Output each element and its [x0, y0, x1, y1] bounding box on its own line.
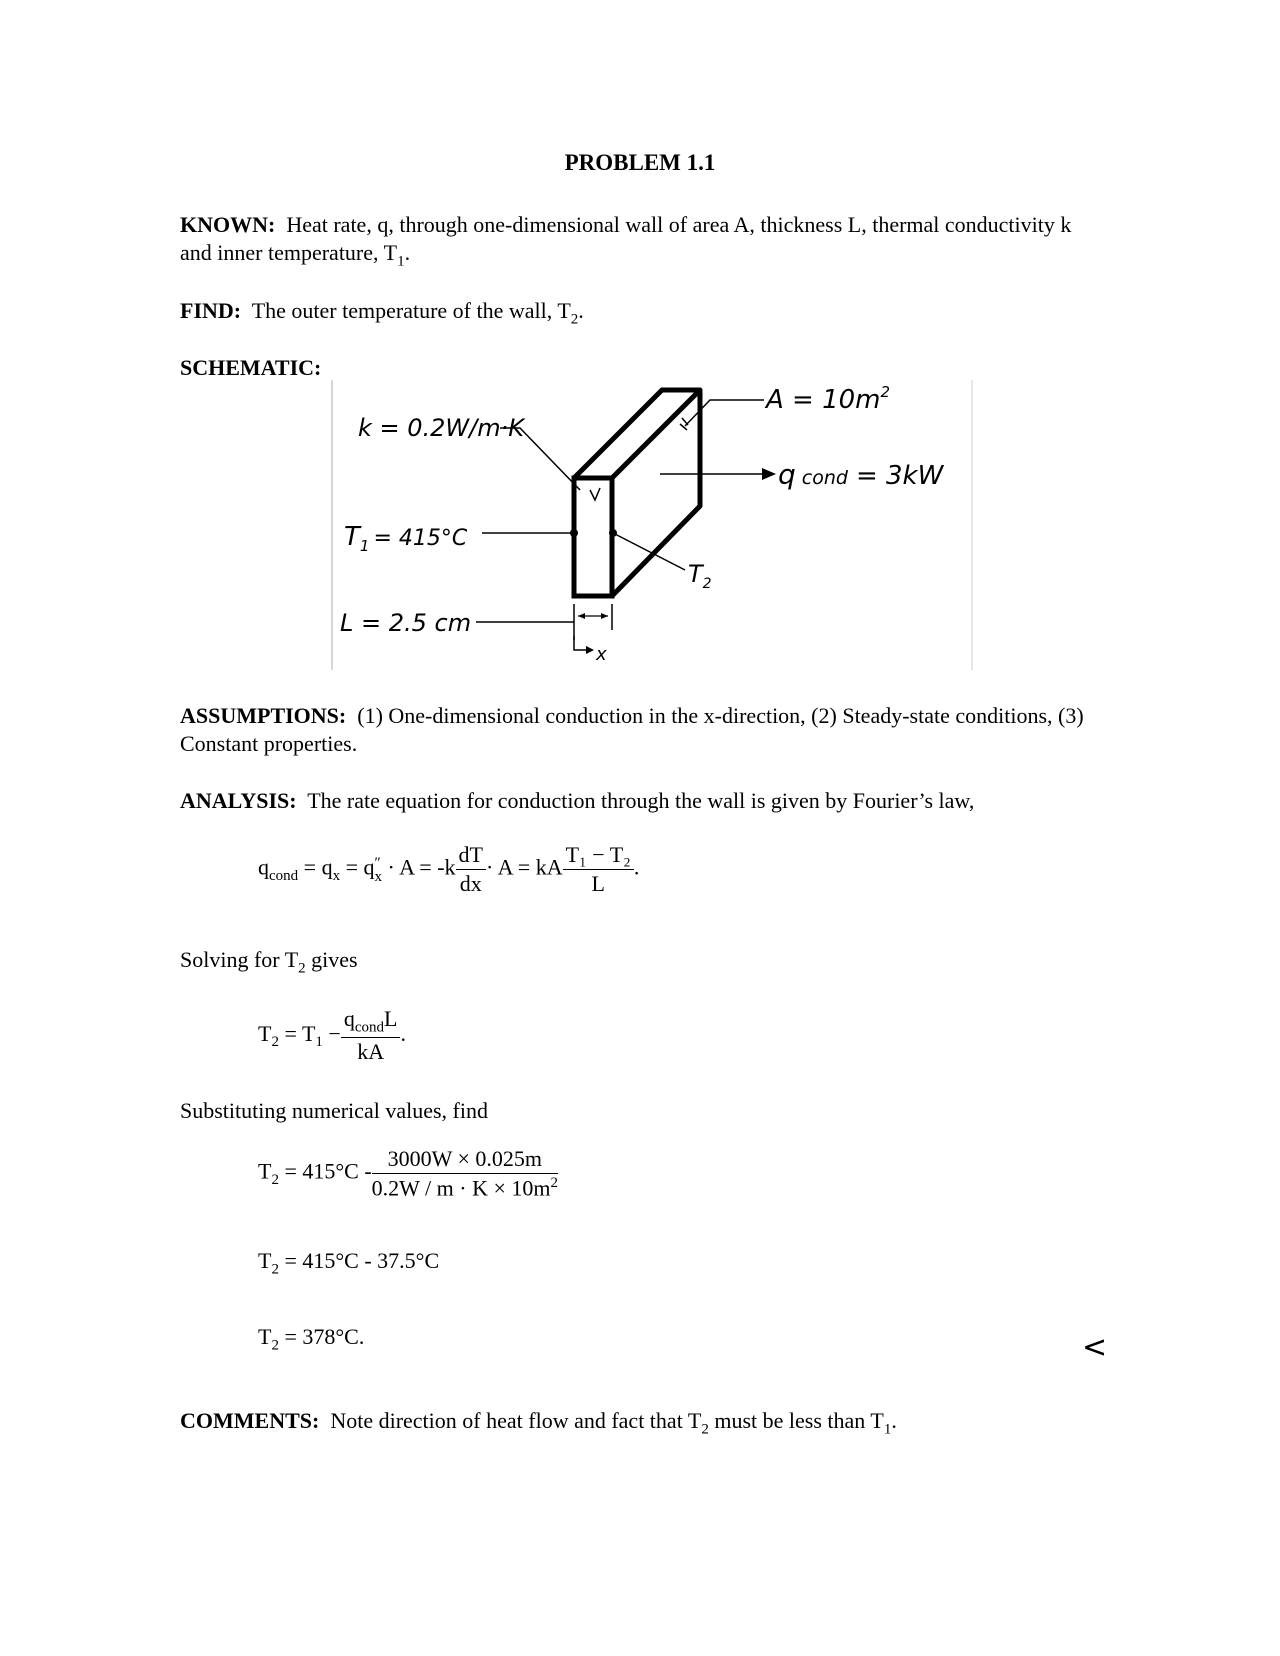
t2-label: $T_2$ [688, 560, 712, 592]
area-leader-tick [680, 418, 688, 430]
schematic-heading: SCHEMATIC: [180, 355, 322, 380]
eq5-rhs: = 378°C. [284, 1324, 365, 1349]
assumptions-section [180, 702, 1100, 758]
eq1-num-temp: T₁ − T₂ [563, 842, 634, 870]
eq1-num-dt: dT [456, 842, 486, 870]
area-label: $A = 10m^2$ [766, 383, 891, 415]
solving-end: gives [305, 947, 358, 972]
comments-sub2: 1 [883, 1421, 892, 1438]
numerical-substitution-equation [258, 1146, 558, 1201]
eq2-mid-sub: 1 [315, 1034, 323, 1051]
eq1-end: . [633, 854, 640, 880]
eq2-lhs: T [258, 1020, 272, 1046]
eq5-lhs: T [258, 1324, 272, 1349]
analysis-text: The rate equation for conduction through the wall is given by Fourier’s law, [307, 788, 975, 813]
eq1-q-sub: cond [269, 867, 299, 884]
eq3-fraction [372, 1146, 558, 1201]
eq5-lhs-sub: 2 [271, 1337, 279, 1354]
comments-sub1: 2 [701, 1421, 709, 1438]
eq4-rhs: = 415°C - 37.5°C [284, 1248, 440, 1273]
eq4-lhs-sub: 2 [271, 1261, 279, 1278]
final-result-equation [258, 1324, 364, 1354]
comments-section [180, 1407, 1100, 1443]
t2-leader-line [613, 533, 685, 570]
eq1-q: q [258, 854, 269, 880]
eq2-numerator [341, 1006, 401, 1038]
answer-mark: < [1082, 1330, 1108, 1365]
eq2-lhs-sub: 2 [271, 1034, 279, 1051]
fourier-law-equation [258, 842, 639, 897]
t1-dot [570, 529, 578, 537]
known-section [180, 211, 1100, 275]
eq1-times-a: · A = -k [387, 854, 456, 880]
t1-label: $T_1$ $^{= 415^\circ C}$ [344, 522, 468, 555]
comments-text2: must be less than T [708, 1408, 884, 1433]
wall-side-face [612, 390, 700, 596]
comments-end: . [891, 1408, 897, 1433]
wall-schematic-diagram [330, 378, 980, 673]
find-end: . [578, 298, 584, 323]
t2-dot [609, 529, 617, 537]
comments-text1: Note direction of heat flow and fact that T [330, 1408, 702, 1433]
eq2-denominator: kA [357, 1039, 385, 1065]
thickness-label: L = 2.5 cm [340, 609, 472, 637]
eq1-qx: = q [303, 854, 333, 880]
eq3-mid: = 415°C - [284, 1158, 372, 1184]
heat-rate-label: q cond = 3kW [778, 458, 944, 491]
known-text: Heat rate, q, through one-dimensional wall of area A, thickness L, thermal conductivity k and inner temperature, T [180, 212, 1072, 265]
eq3-numerator: 3000W × 0.025m [372, 1146, 558, 1174]
analysis-heading: ANALYSIS: [180, 788, 297, 813]
conductivity-label: k = 0.2W/m·K [358, 414, 524, 442]
find-sub: 2 [570, 311, 579, 328]
analysis-section [180, 787, 1100, 815]
known-heading: KNOWN: [180, 212, 276, 237]
eq2-end: . [400, 1020, 406, 1046]
eq3-den-sup: 2 [550, 1175, 558, 1191]
eq1-fraction-dtdx [456, 842, 486, 897]
eq1-den-l: L [591, 871, 605, 896]
eq2-num-sub: cond [354, 1019, 384, 1036]
area-leader-line [685, 400, 764, 426]
l-dim-arrowhead-right [601, 613, 608, 619]
eq3-lhs-sub: 2 [271, 1172, 279, 1189]
find-text: The outer temperature of the wall, T [251, 298, 571, 323]
assumptions-heading: ASSUMPTIONS: [180, 703, 347, 728]
substituting-line: Substituting numerical values, find [180, 1098, 488, 1123]
page-title: PROBLEM 1.1 [564, 150, 716, 175]
eq1-qflux-sup: ″ [374, 854, 381, 871]
eq4-lhs: T [258, 1248, 272, 1273]
eq2-minus: − [328, 1020, 341, 1046]
eq1-times-a2: · A = kA [486, 854, 563, 880]
t2-solution-equation [258, 1006, 406, 1065]
comments-heading: COMMENTS: [180, 1408, 320, 1433]
known-end: . [404, 240, 411, 265]
solving-sub: 2 [298, 960, 306, 977]
x-axis-label: x [596, 644, 607, 665]
eq3-lhs: T [258, 1158, 272, 1184]
heat-flow-arrowhead [762, 468, 776, 480]
eq1-fraction-temp [563, 842, 634, 897]
eq2-num-l: L [384, 1006, 398, 1031]
eq2-fraction [341, 1006, 401, 1065]
find-section [180, 297, 1100, 333]
solving-text: Solving for T [180, 947, 299, 972]
eq2-num-q: q [343, 1006, 355, 1031]
known-sub: 1 [397, 253, 405, 270]
intermediate-result-equation [258, 1248, 439, 1278]
eq3-denominator [372, 1174, 558, 1201]
x-axis-arrow [574, 636, 586, 650]
find-heading: FIND: [180, 298, 242, 323]
eq1-qx-sub: x [332, 867, 341, 884]
eq1-qflux: = q [345, 854, 375, 880]
k-leader-tick [590, 488, 600, 500]
eq1-qflux-sub: x [374, 868, 383, 885]
eq3-den-text: 0.2W / m · K × 10m [371, 1175, 551, 1201]
wall-top-face [574, 390, 700, 478]
l-dim-arrowhead-left [578, 613, 585, 619]
assumptions-text: (1) One-dimensional conduction in the x-direction, (2) Steady-state conditions, (3) Constant properties. [180, 703, 1084, 756]
x-axis-arrowhead [586, 646, 594, 654]
eq2-mid: = T [284, 1020, 316, 1046]
eq1-den-dx: dx [459, 871, 482, 896]
solving-line [180, 946, 1100, 982]
